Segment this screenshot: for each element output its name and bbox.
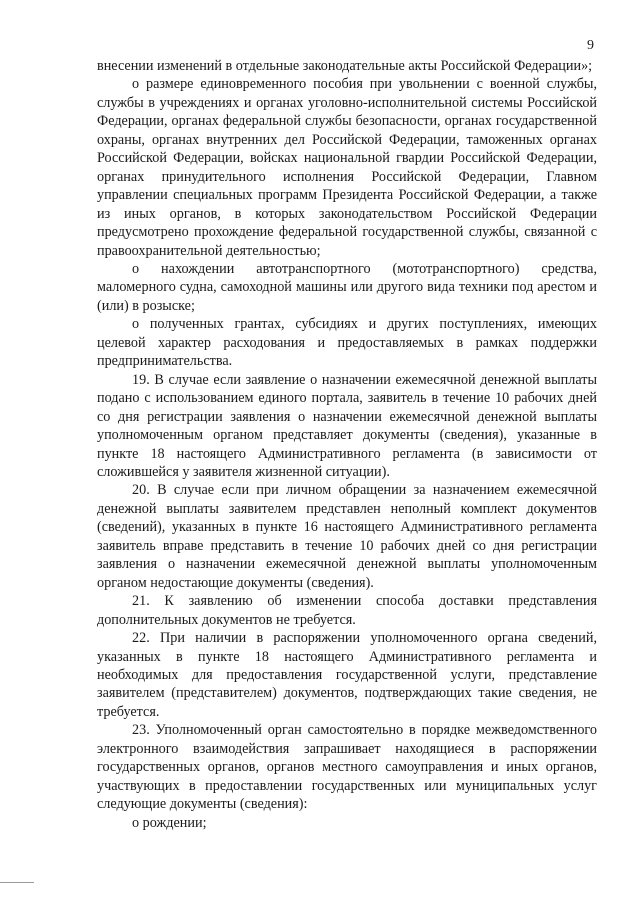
page-number: 9 <box>587 38 594 53</box>
clause-19: 19. В случае если заявление о назначении ежемесячной денежной выплаты подано с использованием единого портала, заявитель в течение 10 рабочих дней со дня регистрации заявления о назначении ежемесячной денежной выплаты уполномоченным органом представляет документы (сведения), указанные в пункте 18 настоящего Административного регламента (в зависимости от сложившейся у заявителя жизненной ситуации). <box>97 371 597 480</box>
scan-edge-mark <box>0 882 34 883</box>
clause-23: 23. Уполномоченный орган самостоятельно в порядке межведомственного электронного взаимодействия запрашивает находящиеся в распоряжении государственных органов, органов местного самоуправления и иных органов, участвующих в предоставлении государственных или муниципальных услуг следующие документы (сведения): <box>97 722 597 813</box>
paragraph-continuation-federal-law: внесении изменений в отдельные законодательные акты Российской Федерации»; <box>97 58 593 74</box>
document-body <box>97 57 597 832</box>
paragraph-grants-subsidies: о полученных грантах, субсидиях и других поступлениях, имеющих целевой характер расходования и предоставляемых в рамках поддержки предпринимательства. <box>97 316 597 370</box>
clause-22: 22. При наличии в распоряжении уполномоченного органа сведений, указанных в пункте 18 настоящего Административного регламента и необходимых для предоставления государственной услуги, представление заявителем (представителем) документов, подтверждающих такие сведения, не требуется. <box>97 630 597 720</box>
list-item-birth: о рождении; <box>132 814 207 831</box>
paragraph-vehicle-arrest-search: о нахождении автотранспортного (мототранспортного) средства, маломерного судна, самоходной машины или другого вида техники под арестом и (или) в розыске; <box>97 260 597 314</box>
clause-21: 21. К заявлению об изменении способа доставки представления дополнительных документов не требуется. <box>97 593 597 628</box>
paragraph-lump-sum-dismissal-allowance: о размере единовременного пособия при увольнении с военной службы, службы в учреждениях и органах уголовно-исполнительной системы Российской Федерации, органах федеральной службы безопасности, органах государственной охраны, органах внутренних дел Российской Федерации, таможенных органах Российской Федерации, войсках национальной гвардии Российской Федерации, органах принудительного исполнения Российской Федерации, Главном управлении специальных программ Президента Российской Федерации, а также из иных органов, в которых законодательством Российской Федерации предусмотрено прохождение федеральной государственной службы, связанной с правоохранительной деятельностью; <box>97 76 597 259</box>
clause-20: 20. В случае если при личном обращении за назначением ежемесячной денежной выплаты заявителем представлен неполный комплект документов (сведений), указанных в пункте 16 настоящего Административного регламента заявитель вправе представить в течение 10 рабочих дней со дня регистрации заявления о назначении ежемесячной денежной выплаты уполномоченным органом недостающие документы (сведения). <box>97 482 597 591</box>
